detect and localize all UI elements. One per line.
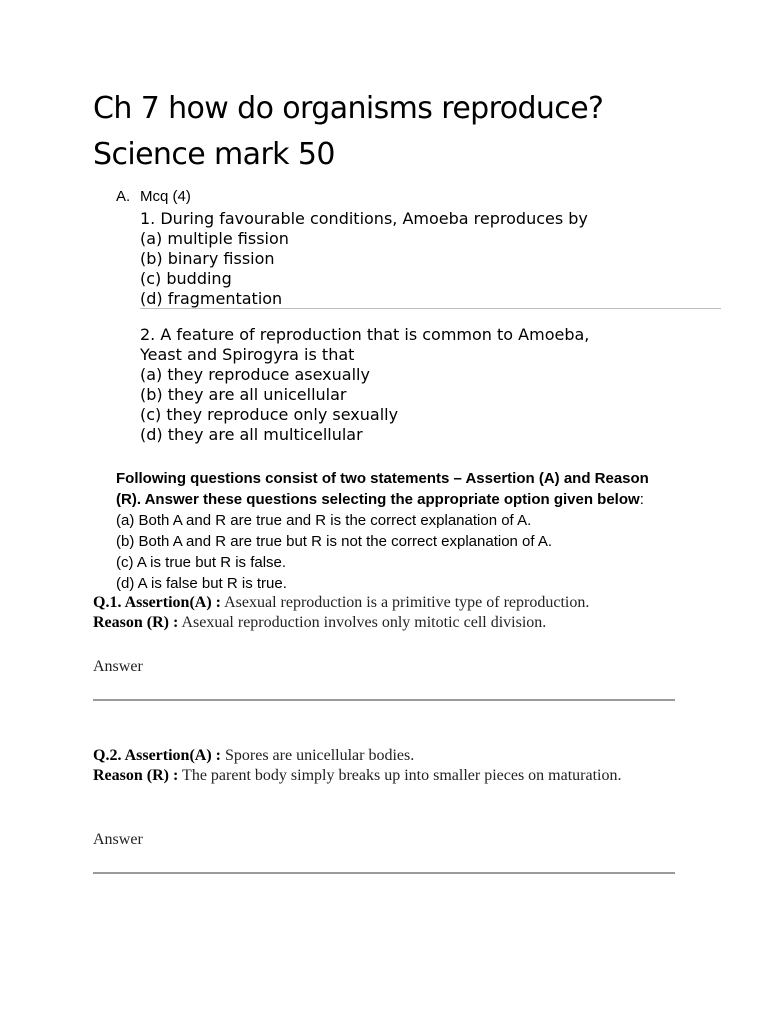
assertion-reason-instructions: [116, 468, 676, 594]
mcq-option: (d) fragmentation: [140, 289, 283, 308]
mcq-option: (b) binary fission: [140, 249, 275, 268]
mcq-question-2: [140, 325, 589, 445]
mcq-divider: [140, 308, 721, 309]
answer-label: Answer: [93, 831, 143, 848]
section-a-marker: A.: [116, 188, 131, 205]
reason-label: Reason (R) :: [93, 614, 179, 631]
mcq-option: (c) budding: [140, 269, 232, 288]
instruction-colon: :: [639, 491, 644, 508]
assertion-text: Spores are unicellular bodies.: [220, 747, 415, 764]
question-2: [93, 746, 633, 786]
assertion-text: Asexual reproduction is a primitive type of reproduction.: [220, 594, 590, 611]
reason-text: The parent body simply breaks up into smaller pieces on maturation.: [178, 767, 622, 784]
ar-option: (d) A is false but R is true.: [116, 575, 287, 592]
mcq-option: (a) multiple fission: [140, 229, 289, 248]
mcq-question-text: 2. A feature of reproduction that is common to Amoeba,: [140, 325, 590, 344]
assertion-label: Q.2. Assertion(A) :: [93, 747, 221, 764]
assertion-label: Q.1. Assertion(A) :: [93, 594, 221, 611]
page-title: [93, 86, 603, 178]
section-a-heading: [116, 187, 191, 207]
reason-label: Reason (R) :: [93, 767, 179, 784]
answer-line: [93, 699, 675, 701]
title-line-2: Science mark 50: [93, 137, 335, 172]
mcq-option: (d) they are all multicellular: [140, 425, 363, 444]
mcq-option: (c) they reproduce only sexually: [140, 405, 399, 424]
answer-label: Answer: [93, 658, 143, 675]
title-line-1: Ch 7 how do organisms reproduce?: [93, 91, 604, 126]
answer-line: [93, 872, 675, 874]
mcq-question-text: 1. During favourable conditions, Amoeba reproduces by: [140, 209, 588, 228]
mcq-question-text: Yeast and Spirogyra is that: [140, 345, 355, 364]
instruction-text: Following questions consist of two statements – Assertion (A) and Reason (R). Answer these questions selecting the appropriate option given below: [116, 470, 649, 508]
ar-option: (b) Both A and R are true but R is not the correct explanation of A.: [116, 533, 553, 550]
mcq-option: (a) they reproduce asexually: [140, 365, 370, 384]
ar-option: (a) Both A and R are true and R is the correct explanation of A.: [116, 512, 532, 529]
mcq-option: (b) they are all unicellular: [140, 385, 347, 404]
mcq-question-1: [140, 209, 588, 309]
question-1: [93, 593, 633, 633]
reason-text: Asexual reproduction involves only mitotic cell division.: [178, 614, 547, 631]
section-a-label: Mcq (4): [140, 188, 191, 205]
ar-option: (c) A is true but R is false.: [116, 554, 287, 571]
